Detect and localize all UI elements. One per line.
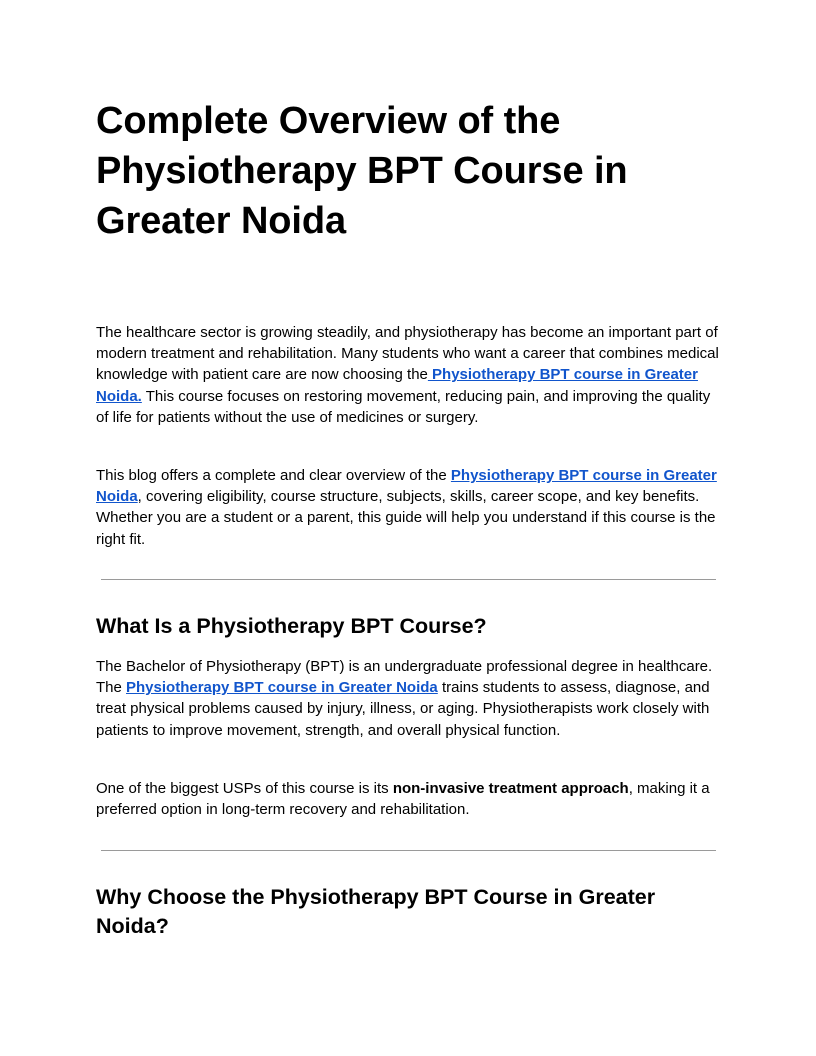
intro-paragraph-1-text-end: This course focuses on restoring movement, reducing pain, and improving the quality of life for patients without the use of medicines or surgery. [96, 387, 711, 426]
section-1-paragraph-1-text-end: trains students to assess, diagnose, and treat physical problems caused by injury, illness, or aging. Physiotherapists work closely with patients to improve movement, strength, and overall physical function. [96, 679, 710, 739]
section-1-paragraph-2-text-end: , making it a preferred option in long-term recovery and rehabilitation. [96, 780, 710, 819]
bpt-course-link[interactable]: Physiotherapy BPT course in Greater Noida [96, 467, 717, 506]
intro-paragraph-1 [96, 322, 720, 428]
horizontal-divider [101, 850, 716, 851]
section-heading-why-choose: Why Choose the Physiotherapy BPT Course in Greater Noida? [96, 885, 656, 938]
section-1-paragraph-2-text-start: One of the biggest USPs of this course is its [96, 780, 393, 797]
document-title: Complete Overview of the Physiotherapy BPT Course in Greater Noida [96, 100, 628, 242]
intro-paragraph-2-text-end: , covering eligibility, course structure, subjects, skills, career scope, and key benefits. Whether you are a student or a parent, this guide will help you understand if this course is the right fit. [96, 488, 716, 548]
section-1-paragraph-1 [96, 656, 720, 741]
bpt-course-link[interactable]: Physiotherapy BPT course in Greater Noida. [96, 366, 698, 405]
intro-paragraph-2-text-start: This blog offers a complete and clear overview of the [96, 467, 451, 484]
bpt-course-link[interactable]: Physiotherapy BPT course in Greater Noida [126, 679, 438, 697]
section-1-paragraph-1-text-start: The Bachelor of Physiotherapy (BPT) is an undergraduate professional degree in healthcare. The [96, 658, 713, 697]
section-1-paragraph-2 [96, 778, 720, 820]
intro-paragraph-1-text-start: The healthcare sector is growing steadily, and physiotherapy has become an important part of modern treatment and rehabilitation. Many students who want a career that combines medical knowledge with patient care are now choosing the [96, 324, 719, 384]
intro-paragraph-2 [96, 465, 720, 550]
horizontal-divider [101, 579, 716, 580]
section-heading-what-is-bpt: What Is a Physiotherapy BPT Course? [96, 614, 487, 638]
emphasis-text: non-invasive treatment approach [392, 780, 629, 797]
